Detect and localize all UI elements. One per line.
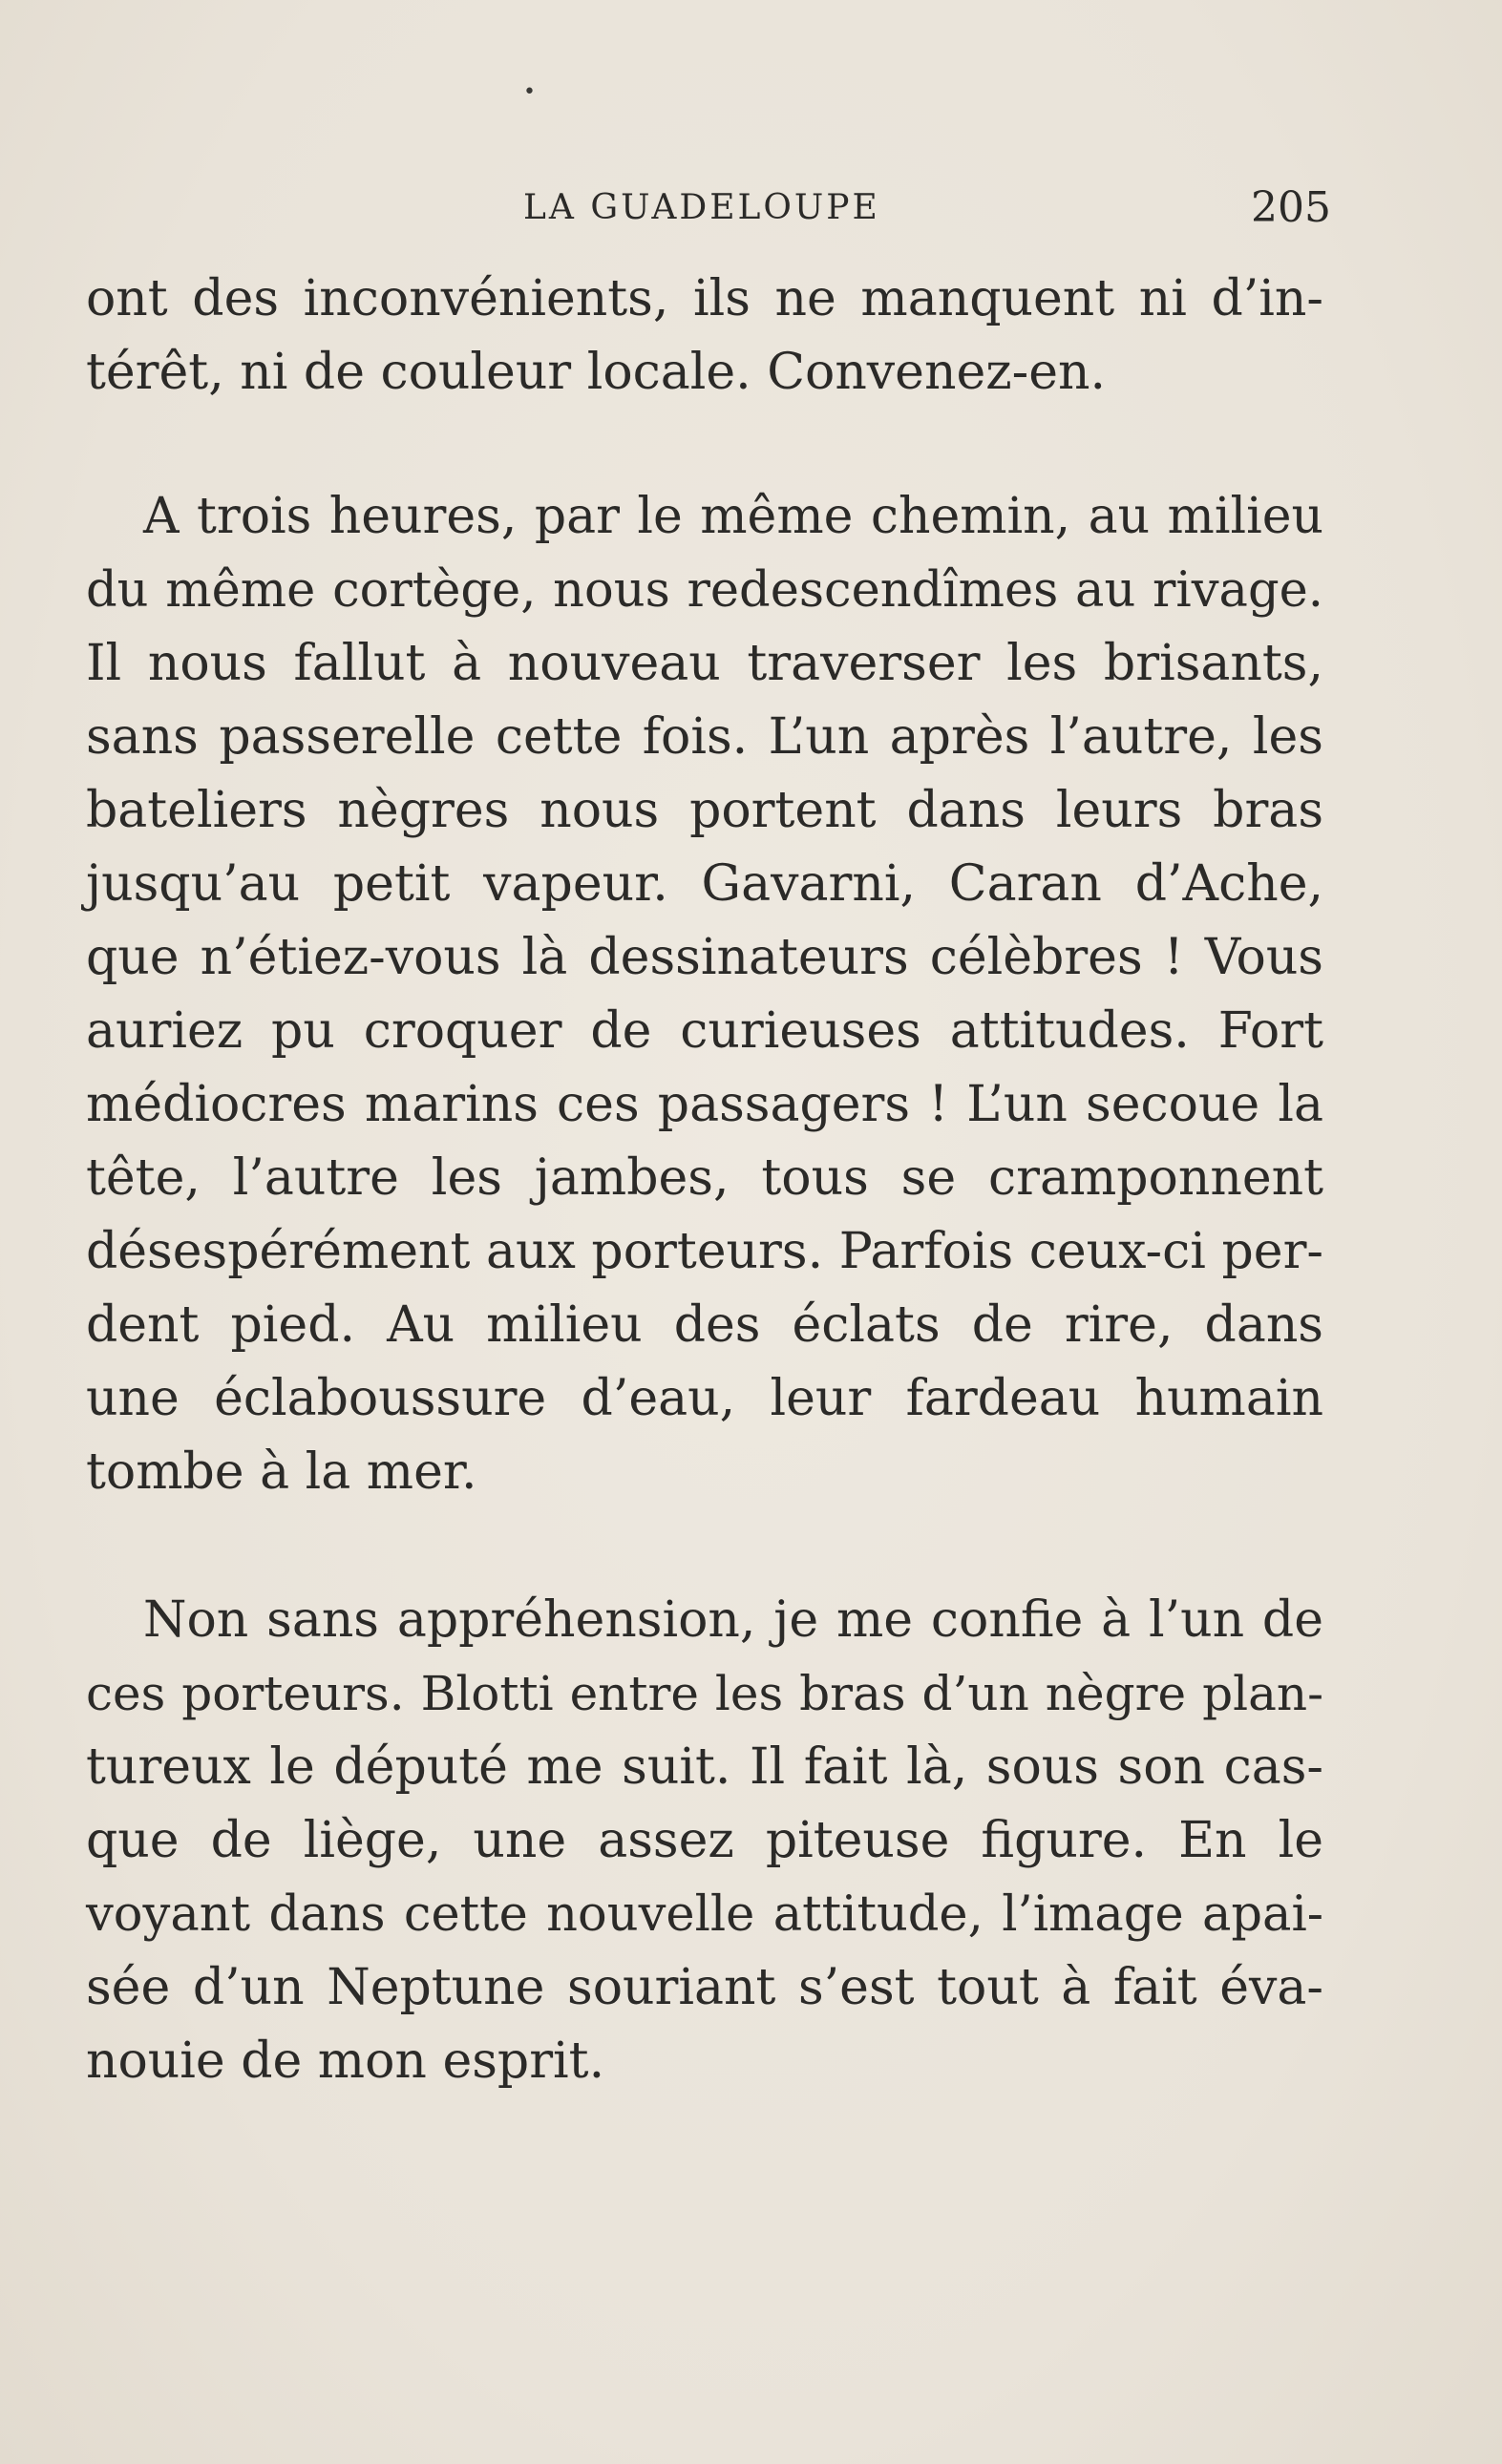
running-head — [86, 179, 1331, 237]
text-line: sans passerelle cette fois. L’un après l’autre, les — [86, 708, 1323, 766]
text-line: désespérément aux porteurs. Parfois ceux-ci per- — [86, 1223, 1323, 1280]
paragraph-3 — [86, 1584, 1323, 2098]
text-line: que de liège, une assez piteuse figure. En le — [86, 1812, 1323, 1869]
printer-mark: • — [523, 80, 536, 104]
text-line: voyant dans cette nouvelle attitude, l’image apai- — [86, 1886, 1323, 1943]
text-line: du même cortège, nous redescendîmes au rivage. — [86, 562, 1323, 619]
text-line: tête, l’autre les jambes, tous se cramponnent — [86, 1149, 1323, 1207]
text-line: tureux le député me suit. Il fait là, sous son cas- — [86, 1738, 1323, 1796]
running-title: LA GUADELOUPE — [523, 188, 880, 227]
text-line: Il nous fallut à nouveau traverser les brisants, — [86, 635, 1323, 692]
text-line: ces porteurs. Blotti entre les bras d’un nègre plan- — [86, 1666, 1323, 1721]
text-line: tombe à la mer. — [86, 1443, 477, 1501]
text-line: ont des inconvénients, ils ne manquent ni d’in- — [86, 270, 1323, 327]
text-line: térêt, ni de couleur locale. Convenez-en. — [86, 344, 1106, 401]
text-line: sée d’un Neptune souriant s’est tout à fait éva- — [86, 1959, 1323, 2016]
text-line: nouie de mon esprit. — [86, 2032, 605, 2090]
paragraph-1 — [86, 263, 1323, 410]
text-line: bateliers nègres nous portent dans leurs bras — [86, 782, 1323, 839]
text-line: Non sans appréhension, je me confie à l’un de — [143, 1591, 1323, 1649]
text-line: que n’étiez-vous là dessinateurs célèbres ! Vous — [86, 929, 1323, 986]
text-line: une éclaboussure d’eau, leur fardeau humain — [86, 1370, 1323, 1427]
page-number: 205 — [1251, 183, 1331, 232]
text-line: jusqu’au petit vapeur. Gavarni, Caran d’Ache, — [86, 855, 1323, 913]
text-line: A trois heures, par le même chemin, au milieu — [143, 488, 1323, 545]
text-line: médiocres marins ces passagers ! L’un secoue la — [86, 1076, 1323, 1133]
text-line: auriez pu croquer de curieuses attitudes. Fort — [86, 1002, 1323, 1060]
paragraph-2 — [86, 480, 1323, 1509]
text-line: dent pied. Au milieu des éclats de rire, dans — [86, 1296, 1323, 1354]
